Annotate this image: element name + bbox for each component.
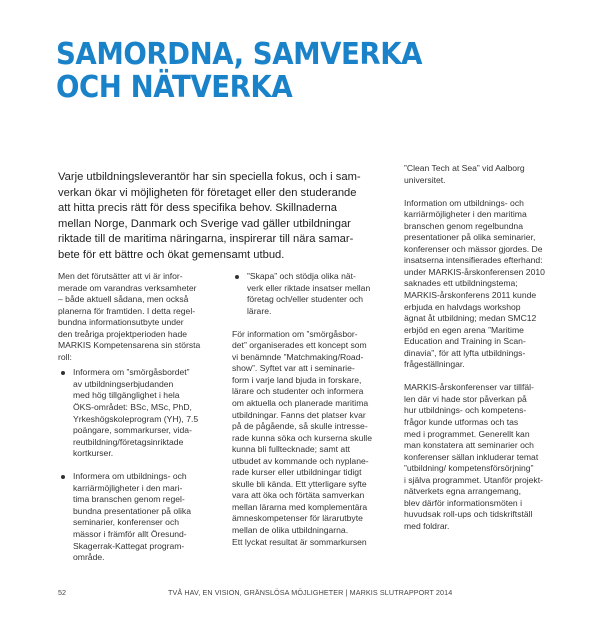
text-line: man konstatera att seminarier och (404, 440, 534, 451)
text-line: ÖKS-området: BSc, MSc, PhD, (73, 402, 192, 413)
text-line: saknades ett utbildningstema; (404, 278, 518, 289)
text-line: Men det förutsätter att vi är infor- (58, 271, 183, 281)
text-line: om aktuella och planerade maritima (232, 398, 369, 409)
text-line: med i programmet. Generellt kan (404, 428, 530, 439)
text-line: blev därför informationsmöten i (404, 497, 522, 508)
text-line: ägnat åt utbildning; medan SMC12 (404, 313, 537, 324)
text-line: karriärmöjligheter i den mari- (73, 482, 183, 493)
text-line: verk eller riktade insatser mellan (247, 282, 371, 293)
text-line: Informera om utbildnings- och (73, 471, 187, 482)
text-line: ”Clean Tech at Sea” vid Aalborg (404, 163, 525, 173)
text-line: den treåriga projektperioden hade (58, 328, 187, 339)
text-line: MARKIS-årskonferenser var tillfäl- (404, 382, 534, 393)
text-line: lärare och studenter och informera (232, 386, 364, 397)
text-line: Skagerrak-Kattegat program- (73, 540, 185, 551)
text-line: skulle bli kända. Ett ytterligare syfte (232, 478, 367, 489)
text-line: len där vi hade stor påverkan på (404, 393, 527, 404)
text-line: med foldrar. (404, 520, 450, 531)
text-line: Yrkeshögskoleprogram (YH), 7.5 (73, 413, 199, 424)
text-line: hur utbildnings- och kompetens- (404, 405, 527, 416)
text-line: universitet. (404, 174, 446, 185)
bullet-item (58, 471, 218, 563)
text-line: mellan lärarna med komplementära (232, 501, 368, 512)
intro-line: Varje utbildningsleverantör har sin speciella fokus, och i sam- (58, 171, 361, 183)
text-line: karriärmöjligheter i den maritima (404, 209, 527, 220)
text-line: tima branschen genom regel- (73, 494, 185, 505)
bullet-dot-icon (61, 371, 65, 375)
text-line: lärare. (247, 305, 272, 316)
footer-running-title: TVÅ HAV, EN VISION, GRÄNSLÖSA MÖJLIGHETER | MARKIS SLUTRAPPORT 2014 (168, 588, 453, 597)
intro-line: riktade till de maritima näringarna, inspirerar till nära samar- (58, 233, 354, 246)
text-line: bundna presentationer på olika (73, 505, 192, 516)
text-line: på de pågående, så skulle intresse- (232, 421, 368, 432)
text-column-2 (232, 271, 392, 548)
text-line: Education and Training in Scan- (404, 336, 526, 347)
intro-line: bete för ett bättre och ökat gemensamt utbud. (58, 248, 285, 261)
headline-line: SAMORDNA, SAMVERKA (56, 37, 423, 72)
text-line: För information om ”smörgåsbor- (232, 328, 358, 339)
text-line: seminarier, konferenser och (73, 517, 180, 528)
text-line: MARKIS Kompetensarena sin största (58, 340, 201, 351)
text-line: branschen genom regelbundna (404, 220, 523, 231)
text-line: reutbildning/företagsinriktade (73, 436, 184, 447)
text-line: vara att öka och förtäta samverkan (232, 490, 365, 501)
text-line: show”. Syftet var att i seminarie- (232, 363, 355, 374)
text-line: planerna för framtiden. I detta regel- (58, 305, 196, 316)
text-line: företag och/eller studenter och (247, 294, 364, 305)
text-line: roll: (58, 351, 72, 362)
bullet-item (232, 271, 392, 317)
text-column-3 (404, 163, 564, 533)
body-paragraph (404, 382, 564, 532)
page-number: 52 (58, 588, 66, 597)
bullet-item (58, 367, 218, 459)
text-line: konferenser sällan inkluderar temat (404, 451, 539, 462)
body-paragraph (58, 271, 218, 363)
intro-line: mellan Norge, Danmark och Sverige vad gäller utbildningar (58, 217, 351, 230)
text-line: MARKIS-årskonferens 2011 kunde (404, 290, 537, 301)
text-line: huvudsak roll-ups och tidskriftställ (404, 509, 533, 520)
text-line: merade om varandras verksamheter (58, 282, 197, 293)
text-line: ”utbildning/ kompetensförsörjning” (404, 463, 534, 474)
text-line: frågor kunde utformas och tas (404, 417, 519, 428)
text-line: vi benämnde ”Matchmaking/Road- (232, 351, 364, 362)
text-line: mellan de olika utbildningarna. (232, 525, 349, 536)
text-line: ”Skapa” och stödja olika nät- (247, 271, 356, 281)
text-line: det” organiserades ett koncept som (232, 340, 367, 351)
text-line: erbjuda en halvdags workshop (404, 301, 521, 312)
text-line: utbudet av kommande och nyplane- (232, 455, 369, 466)
text-line: dinavia”, för att lyfta utbildnings- (404, 347, 526, 358)
text-line: med hög tillgänglighet i hela (73, 390, 180, 401)
intro-line: verkan ökar vi möjligheten för företaget eller den studerande (58, 186, 357, 199)
text-line: av utbildningserbjudanden (73, 378, 174, 389)
text-line: rade kunna söka och kurserna skulle (232, 432, 372, 443)
headline-line: OCH NÄTVERKA (56, 70, 293, 105)
text-line: område. (73, 552, 105, 563)
text-line: i själva programmet. Utanför projekt- (404, 474, 543, 485)
text-line: rade kurser eller utbildningar tidigt (232, 467, 362, 478)
text-line: frågeställningar. (404, 359, 465, 370)
text-line: bundna informationsutbyte under (58, 317, 184, 328)
text-line: poängare, sommarkurser, vida- (73, 425, 192, 436)
text-line: form i varje land bjuda in forskare, (232, 374, 362, 385)
text-line: – både aktuell sådana, men också (58, 294, 189, 305)
text-line: konferenser och mässor gjordes. De (404, 243, 543, 254)
bullet-dot-icon (61, 475, 65, 479)
body-paragraph (232, 329, 392, 548)
body-paragraph (404, 198, 564, 371)
text-line: insatserna intensifierades efterhand: (404, 255, 543, 266)
intro-line: att hitta precis rätt för dess specifika behov. Skillnaderna (58, 202, 337, 215)
text-line: kortkurser. (73, 448, 114, 459)
intro-paragraph (58, 170, 388, 264)
text-line: Ett lyckat resultat är sommarkursen (232, 536, 367, 547)
text-line: under MARKIS-årskonferensen 2010 (404, 266, 545, 277)
text-line: Informera om ”smörgåsbordet” (73, 367, 190, 378)
bullet-dot-icon (235, 275, 239, 279)
text-line: Information om utbildnings- och (404, 197, 524, 208)
text-line: presentationer på olika seminarier, (404, 232, 536, 243)
page-footer (58, 588, 558, 598)
text-line: kunna bli fulltecknade; samt att (232, 444, 350, 455)
text-column-1 (58, 271, 218, 564)
page-headline (56, 38, 516, 104)
text-line: ämneskompetenser för lärarutbyte (232, 513, 363, 524)
text-line: erbjöd en egen arena ”Maritime (404, 324, 524, 335)
text-line: utbildningar. Fanns det platser kvar (232, 409, 366, 420)
body-paragraph (404, 163, 564, 186)
text-line: mässor i främför allt Öresund- (73, 528, 187, 539)
text-line: nätverkets egna arrangemang, (404, 486, 522, 497)
